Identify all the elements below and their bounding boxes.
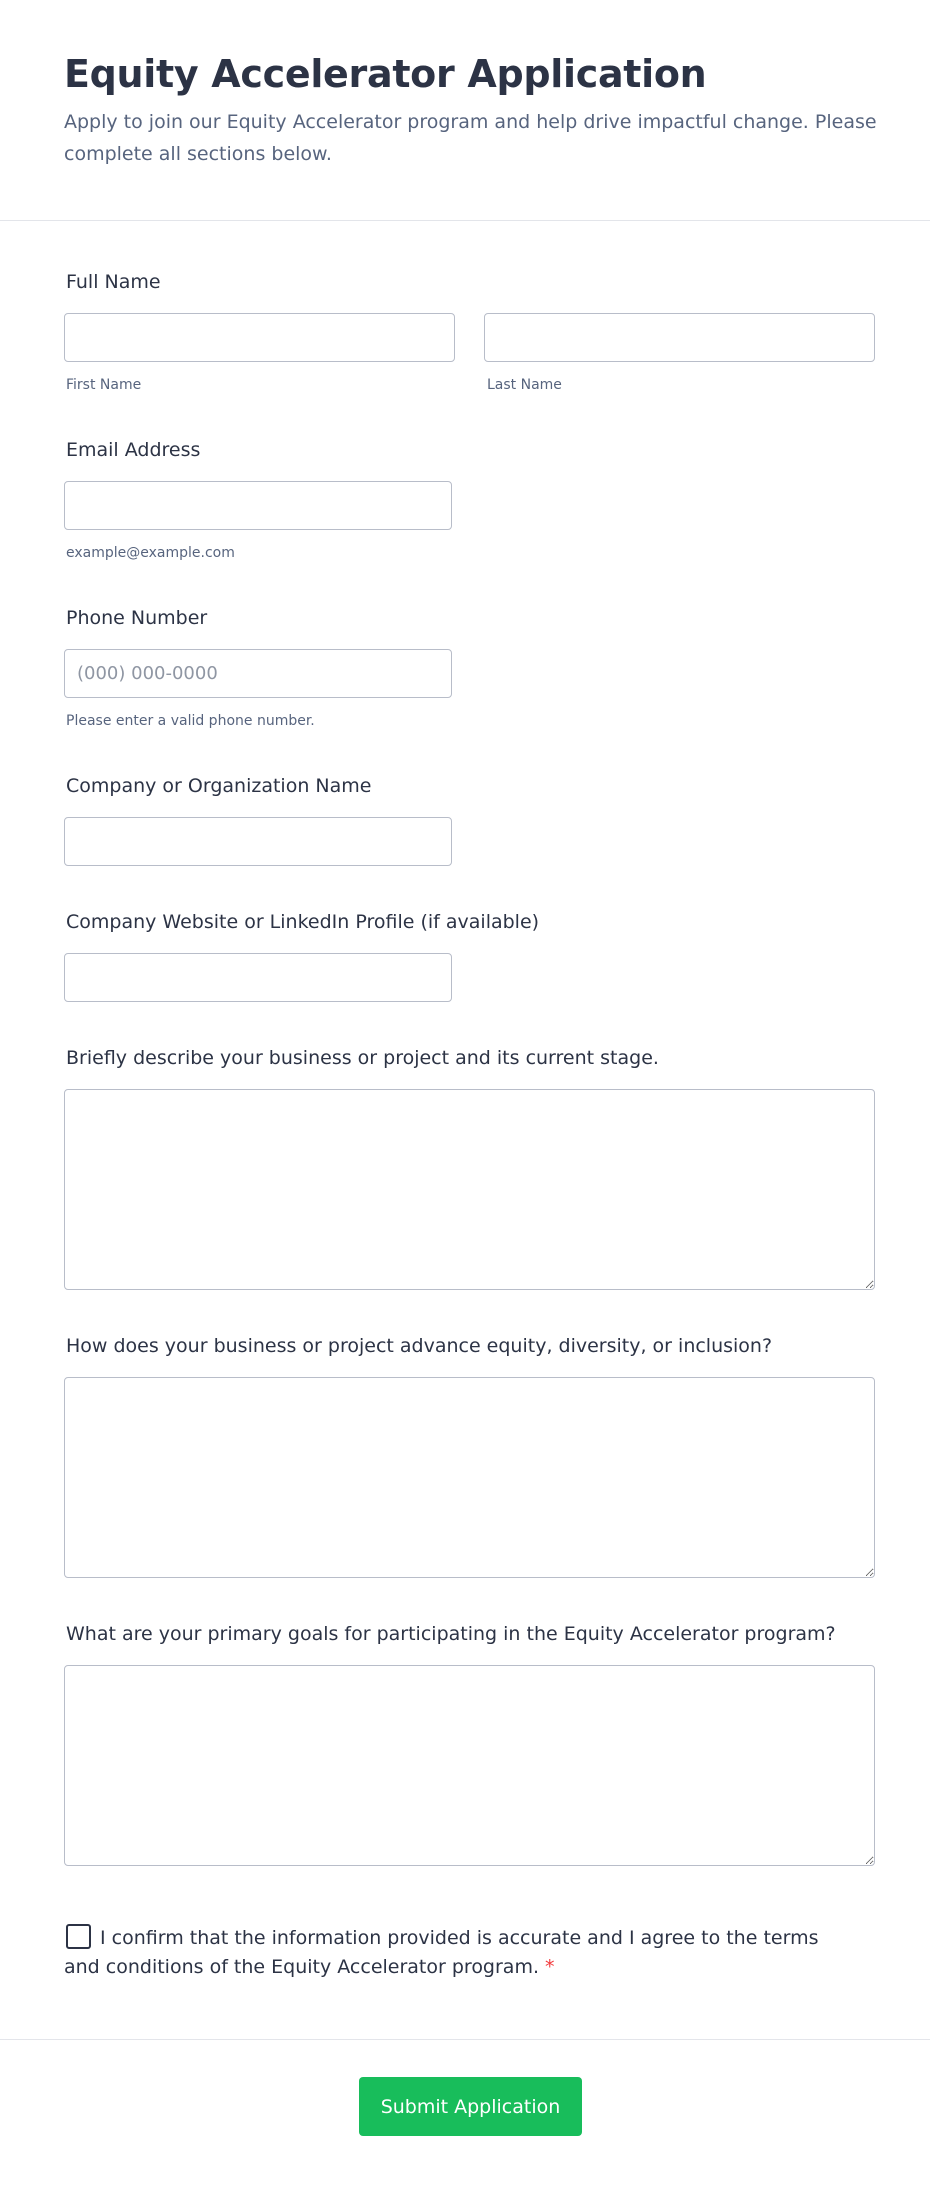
submit-button[interactable]: Submit Application xyxy=(359,2077,582,2136)
company-input[interactable] xyxy=(64,817,452,866)
form-subtitle: Apply to join our Equity Accelerator program and help drive impactful change. Please complete all sections below. xyxy=(64,111,877,165)
goals-label: What are your primary goals for participating in the Equity Accelerator program? xyxy=(66,1623,836,1645)
company-label: Company or Organization Name xyxy=(66,775,372,797)
describe-textarea[interactable] xyxy=(64,1089,875,1290)
first-name-sublabel: First Name xyxy=(66,377,142,393)
consent-checkbox[interactable] xyxy=(66,1924,91,1949)
equity-label: How does your business or project advance equity, diversity, or inclusion? xyxy=(66,1335,773,1357)
website-input[interactable] xyxy=(64,953,452,1002)
last-name-input[interactable] xyxy=(484,313,875,362)
last-name-sublabel: Last Name xyxy=(487,377,562,393)
form-header xyxy=(0,0,930,221)
website-label: Company Website or LinkedIn Profile (if available) xyxy=(66,911,540,933)
email-sublabel: example@example.com xyxy=(66,545,235,561)
form-title: Equity Accelerator Application xyxy=(64,52,707,96)
email-label: Email Address xyxy=(66,439,201,461)
first-name-input[interactable] xyxy=(64,313,455,362)
consent-row xyxy=(64,1924,824,1982)
describe-label: Briefly describe your business or project and its current stage. xyxy=(66,1047,659,1069)
phone-label: Phone Number xyxy=(66,607,208,629)
phone-input[interactable] xyxy=(64,649,452,698)
goals-textarea[interactable] xyxy=(64,1665,875,1866)
phone-sublabel: Please enter a valid phone number. xyxy=(66,713,315,729)
consent-text: I confirm that the information provided is accurate and I agree to the terms and conditions of the Equity Accelerator program. xyxy=(64,1927,819,1978)
equity-textarea[interactable] xyxy=(64,1377,875,1578)
email-input[interactable] xyxy=(64,481,452,530)
full-name-label: Full Name xyxy=(66,271,161,293)
required-asterisk: * xyxy=(545,1956,555,1978)
